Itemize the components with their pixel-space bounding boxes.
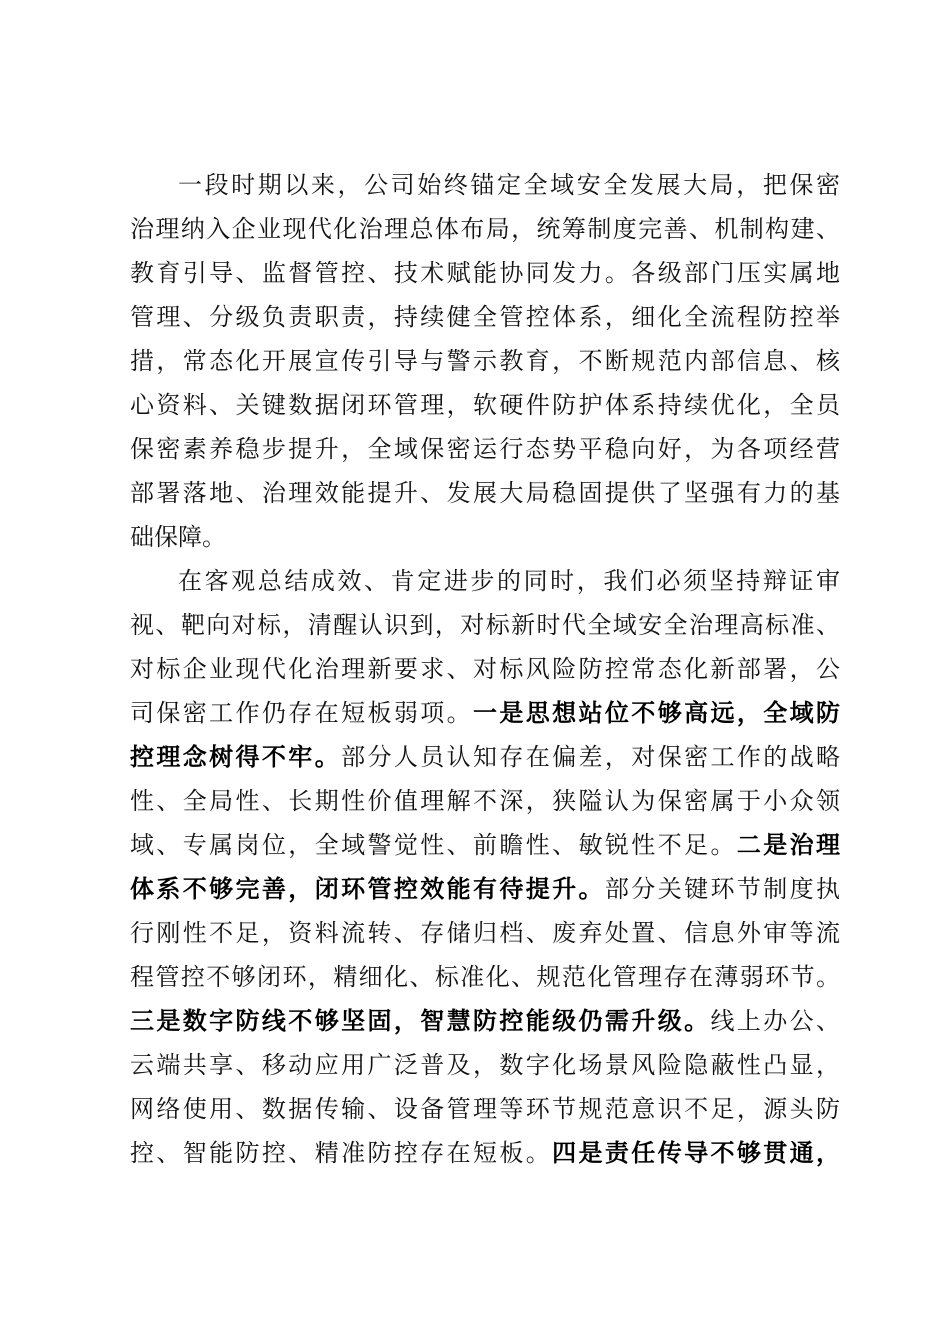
- text-run: 线上办公、: [710, 1007, 841, 1035]
- text-line: [130, 295, 840, 339]
- text-line: [178, 559, 840, 603]
- text-line: [130, 911, 840, 955]
- text-run: 对标企业现代化治理新要求、对标风险防控常态化新部署，公: [130, 655, 840, 683]
- text-line: [130, 823, 840, 867]
- text-line: [130, 339, 840, 383]
- text-line: [130, 603, 840, 647]
- text-run: 云端共享、移动应用广泛普及，数字化场景风险隐蔽性凸显，: [130, 1051, 840, 1079]
- text-line: [130, 691, 840, 735]
- text-run: 部分关键环节制度执: [604, 875, 840, 903]
- text-line: [130, 999, 840, 1043]
- text-run: 心资料、关键数据闭环管理，软硬件防护体系持续优化，全员: [130, 391, 840, 419]
- text-run: 行刚性不足，资料流转、存储归档、废弃处置、信息外审等流: [130, 919, 840, 947]
- text-run: 域、专属岗位，全域警觉性、前瞻性、敏锐性不足。: [130, 831, 737, 859]
- text-line: [130, 471, 840, 515]
- text-run: 司保密工作仍存在短板弱项。: [130, 699, 473, 727]
- text-run: 部署落地、治理效能提升、发展大局稳固提供了坚强有力的基: [130, 479, 840, 507]
- text-line: [130, 647, 840, 691]
- text-run: 部分人员认知存在偏差，对保密工作的战略: [341, 743, 840, 771]
- bold-text-run: 控理念树得不牢。: [130, 742, 342, 771]
- bold-text-run: 三是数字防线不够坚固，智慧防控能级仍需升级。: [130, 1006, 711, 1035]
- text-line: [130, 1087, 840, 1131]
- text-run: 网络使用、数据传输、设备管理等环节规范意识不足，源头防: [130, 1095, 840, 1123]
- text-run: 保密素养稳步提升，全域保密运行态势平稳向好，为各项经营: [130, 435, 840, 463]
- text-line: [130, 955, 840, 999]
- bold-text-run: 二是治理: [736, 830, 841, 859]
- bold-text-run: 一是思想站位不够高远，全域防: [473, 698, 840, 727]
- text-run: 教育引导、监督管控、技术赋能协同发力。各级部门压实属地: [130, 259, 840, 287]
- text-run: 治理纳入企业现代化治理总体布局，统筹制度完善、机制构建、: [130, 215, 840, 243]
- text-line: [130, 867, 840, 911]
- text-line: [130, 515, 840, 559]
- text-line: [130, 207, 840, 251]
- text-line: [130, 735, 840, 779]
- text-line: [130, 779, 840, 823]
- text-run: 程管控不够闭环，精细化、标准化、规范化管理存在薄弱环节。: [130, 963, 840, 991]
- text-run: 措，常态化开展宣传引导与警示教育，不断规范内部信息、核: [130, 347, 840, 375]
- text-run: 控、智能防控、精准防控存在短板。: [130, 1139, 553, 1167]
- text-run: 视、靶向对标，清醒认识到，对标新时代全域安全治理高标准、: [130, 611, 840, 639]
- bold-text-run: 体系不够完善，闭环管控效能有待提升。: [130, 874, 605, 903]
- text-line: [130, 1043, 840, 1087]
- bold-text-run: 四是责任传导不够贯通，: [552, 1138, 841, 1167]
- text-run: 础保障。: [130, 523, 226, 551]
- text-run: 性、全局性、长期性价值理解不深，狭隘认为保密属于小众领: [130, 787, 840, 815]
- text-run: 管理、分级负责职责，持续健全管控体系，细化全流程防控举: [130, 303, 840, 331]
- text-line: [130, 1131, 840, 1175]
- text-line: [178, 163, 840, 207]
- text-run: 一段时期以来，公司始终锚定全域安全发展大局，把保密: [178, 171, 840, 199]
- text-run: 在客观总结成效、肯定进步的同时，我们必须坚持辩证审: [178, 567, 840, 595]
- text-line: [130, 427, 840, 471]
- text-line: [130, 251, 840, 295]
- text-line: [130, 383, 840, 427]
